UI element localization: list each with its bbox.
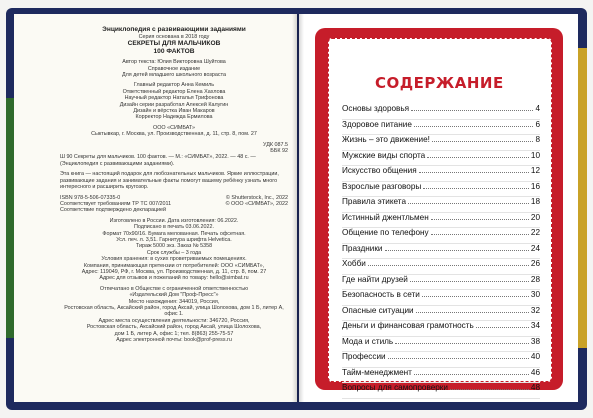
book-spine	[292, 14, 304, 402]
toc-leader-dots	[368, 265, 529, 266]
toc-item-page: 28	[530, 274, 540, 284]
toc-item-page: 38	[530, 336, 540, 346]
toc-item-page: 34	[530, 321, 540, 330]
toc-item-label: Основы здоровья	[342, 104, 410, 113]
imprint-printer-line: Ростовская область, Аксайский район, город Аксай, улица Шолохова, дом 1 Б, литер А, офис 1.	[64, 305, 284, 318]
toc-leader-dots	[431, 234, 529, 235]
imprint-printer-line: Место нахождения: 344019, Россия,	[128, 298, 220, 305]
toc-item-label: Мода и стиль	[342, 336, 394, 346]
toc-item-page: 18	[530, 197, 540, 206]
imprint-annotation: Эта книга — настоящий подарок для любознательных мальчиков. Яркие иллюстрации, развивающие задания и занимательные факты помогут вашему ребёнку узнать много интересного и расширить кругозор.	[60, 171, 279, 191]
toc-item-page: 10	[530, 150, 540, 160]
imprint-bbk: ББК 92	[270, 148, 288, 155]
imprint-heading-line: Энциклопедия с развивающими заданиями	[102, 26, 246, 33]
cover-edge-right	[577, 48, 587, 348]
toc-item	[342, 151, 540, 167]
toc-leader-dots	[395, 343, 529, 344]
toc-item-page: 4	[535, 104, 540, 113]
imprint-staff-line: Научный редактор Наталья Трифонова	[124, 95, 224, 102]
toc-leader-dots	[450, 389, 529, 390]
toc-leader-dots	[423, 188, 529, 189]
toc-item-page: 32	[530, 305, 540, 315]
imprint-print-line: Срок службы – 3 года	[146, 249, 202, 256]
toc-item	[342, 275, 540, 291]
toc-item	[342, 306, 540, 322]
toc-leader-dots	[427, 157, 529, 158]
toc-item-page: 8	[535, 135, 540, 144]
toc-item-label: Общение по телефону	[342, 228, 429, 237]
imprint-staff-line: Ответственный редактор Елена Хахлова	[122, 88, 226, 95]
toc-item	[342, 352, 540, 368]
toc-leader-dots	[476, 327, 529, 328]
toc-item	[342, 135, 540, 151]
imprint-printer-line: Ростовская область, Аксайский район, город Аксай, улица Шолохова,	[86, 324, 262, 331]
toc-item	[342, 244, 540, 260]
toc-leader-dots	[414, 374, 529, 375]
imprint-print-line: Компания, принимающая претензии от потребителей: ООО «СИМБАТ»,	[83, 262, 265, 269]
toc-item-label: Правила этикета	[342, 197, 407, 206]
imprint-author: Автор текста: Юлия Викторовна Шуйтова	[122, 59, 226, 66]
toc-item	[342, 290, 540, 306]
toc-leader-dots	[422, 296, 529, 297]
imprint-udk: УДК 087.5	[263, 141, 288, 148]
imprint-print-line: Усл. печ. л. 3,51. Гарнитура шрифта Helvetica.	[116, 236, 232, 243]
toc-item-page: 12	[530, 166, 540, 175]
imprint-print-line: Адрес для отзывов и пожеланий по товару: hello@simbat.ru	[99, 275, 249, 282]
toc-item-label: Искусство общения	[342, 166, 417, 175]
imprint-print-line: Условия хранения: в сухих проветриваемых помещениях.	[101, 256, 247, 263]
imprint-isbn: ISBN 978-5-506-07335-0	[60, 194, 121, 201]
toc-leader-dots	[385, 250, 529, 251]
toc-item-page: 6	[535, 119, 540, 129]
toc-leader-dots	[431, 219, 529, 220]
toc-leader-dots	[410, 281, 529, 282]
toc-item-page: 24	[530, 243, 540, 253]
imprint-printer-line: Отпечатано в Обществе с ограниченной ответственностью	[99, 285, 249, 292]
toc-leader-dots	[414, 126, 534, 127]
imprint-edition-line: Справочное издание	[147, 65, 201, 72]
toc-leader-dots	[411, 110, 533, 111]
toc-item-page: 16	[530, 181, 540, 191]
imprint-publisher: ООО «СИМБАТ»	[153, 124, 195, 131]
imprint-copyright: © ООО «СИМБАТ», 2022	[225, 200, 288, 207]
toc-item-label: Профессии	[342, 352, 386, 361]
imprint-print-line: Изготовлено в России. Дата изготовления: 06.2022.	[109, 217, 239, 224]
toc-leader-dots	[408, 203, 529, 204]
toc-leader-dots	[416, 312, 529, 313]
toc-item	[342, 166, 540, 182]
toc-item-label: Опасные ситуации	[342, 305, 414, 315]
toc-item-label: Где найти друзей	[342, 274, 408, 284]
toc-item-label: Хобби	[342, 259, 366, 268]
toc-title: СОДЕРЖАНИЕ	[375, 74, 504, 92]
toc-item-label: Тайм-менеджмент	[342, 367, 412, 377]
toc-item-page: 30	[530, 290, 540, 299]
imprint-address: Сыктывкар, г. Москва, ул. Производственная, д. 11, стр. 8, пом. 27	[91, 131, 257, 138]
toc-item	[342, 337, 540, 353]
toc-item-label: Безопасность в сети	[342, 290, 420, 299]
imprint-conformity: Соответствие подтверждено декларацией	[60, 207, 167, 214]
imprint-staff-line: Дизайн серии разработал Алексей Калугин	[119, 101, 229, 108]
imprint-staff-line: Дизайн и вёрстка Иван Макаров	[133, 108, 215, 115]
toc-item-page: 48	[530, 383, 540, 392]
imprint-printer-line: Адрес электронной почты: book@prof-press.ru	[116, 337, 232, 344]
imprint-book-title: СЕКРЕТЫ ДЛЯ МАЛЬЧИКОВ	[127, 40, 221, 47]
imprint-cip: Ш 90 Секреты для мальчиков. 100 фактов. — М.: «СИМБАТ», 2022. — 48 с. — (Энциклопедия с развивающими заданиями).	[60, 154, 256, 167]
imprint-copyright: © Shutterstock, Inc., 2022	[225, 194, 288, 201]
imprint-print-line: Тираж 5000 экз. Заказ № 5358	[135, 243, 213, 250]
toc-item-label: Праздники	[342, 243, 383, 253]
toc-item-label: Жизнь – это движение!	[342, 135, 430, 144]
imprint-print-line: Формат 70х90/16. Бумага мелованная. Печать офсетная.	[102, 230, 246, 237]
imprint-staff-line: Главный редактор Анна Кемиль	[133, 82, 215, 89]
toc-item	[342, 383, 540, 399]
imprint-block	[60, 26, 288, 343]
toc-item	[342, 228, 540, 244]
toc-list	[342, 104, 540, 399]
toc-item-page: 46	[530, 367, 540, 377]
toc-item-label: Взрослые разговоры	[342, 181, 422, 191]
toc-item-label: Истинный джентльмен	[342, 212, 429, 222]
toc-item-page: 26	[530, 259, 540, 268]
imprint-series-line: Серия основана в 2018 году	[138, 33, 210, 40]
imprint-print-line: Подписано в печать 03.06.2022.	[133, 224, 215, 231]
imprint-age-line: Для детей младшего школьного возраста	[122, 72, 226, 78]
toc-item-page: 20	[530, 212, 540, 222]
toc-leader-dots	[388, 358, 529, 359]
toc-item	[342, 259, 540, 275]
toc-item-label: Мужские виды спорта	[342, 150, 426, 160]
toc-item	[342, 104, 540, 120]
imprint-print-line: Адрес: 119049, РФ, г. Москва, ул. Производственная, д. 11, стр. 8, пом. 27	[81, 268, 267, 275]
toc-item	[342, 321, 540, 337]
toc-item-page: 22	[530, 228, 540, 237]
imprint-book-subtitle: 100 ФАКТОВ	[153, 47, 195, 55]
toc-leader-dots	[419, 172, 529, 173]
toc-leader-dots	[432, 141, 534, 142]
toc-item	[342, 213, 540, 229]
toc-item-label: Вопросы для самопроверки	[342, 383, 448, 392]
imprint-printer-line: дом 1 Б, литер А, офис 1; тел. 8(863) 255-75-57	[114, 330, 234, 337]
imprint-conformity: Соответствует требованиям ТР ТС 007/2011	[60, 200, 172, 207]
imprint-printer-line: «Издательский Дом "Проф-Пресс"»	[129, 292, 219, 299]
imprint-staff-line: Корректор Надежда Ермилова	[135, 114, 213, 121]
toc-item-label: Здоровое питание	[342, 119, 412, 129]
toc-item	[342, 368, 540, 384]
toc-item-page: 40	[530, 352, 540, 361]
toc-item	[342, 182, 540, 198]
toc-item	[342, 120, 540, 136]
toc-item-label: Деньги и финансовая грамотность	[342, 321, 474, 330]
toc-item	[342, 197, 540, 213]
imprint-printer-line: Адрес места осуществления деятельности: 346720, Россия,	[98, 317, 250, 324]
